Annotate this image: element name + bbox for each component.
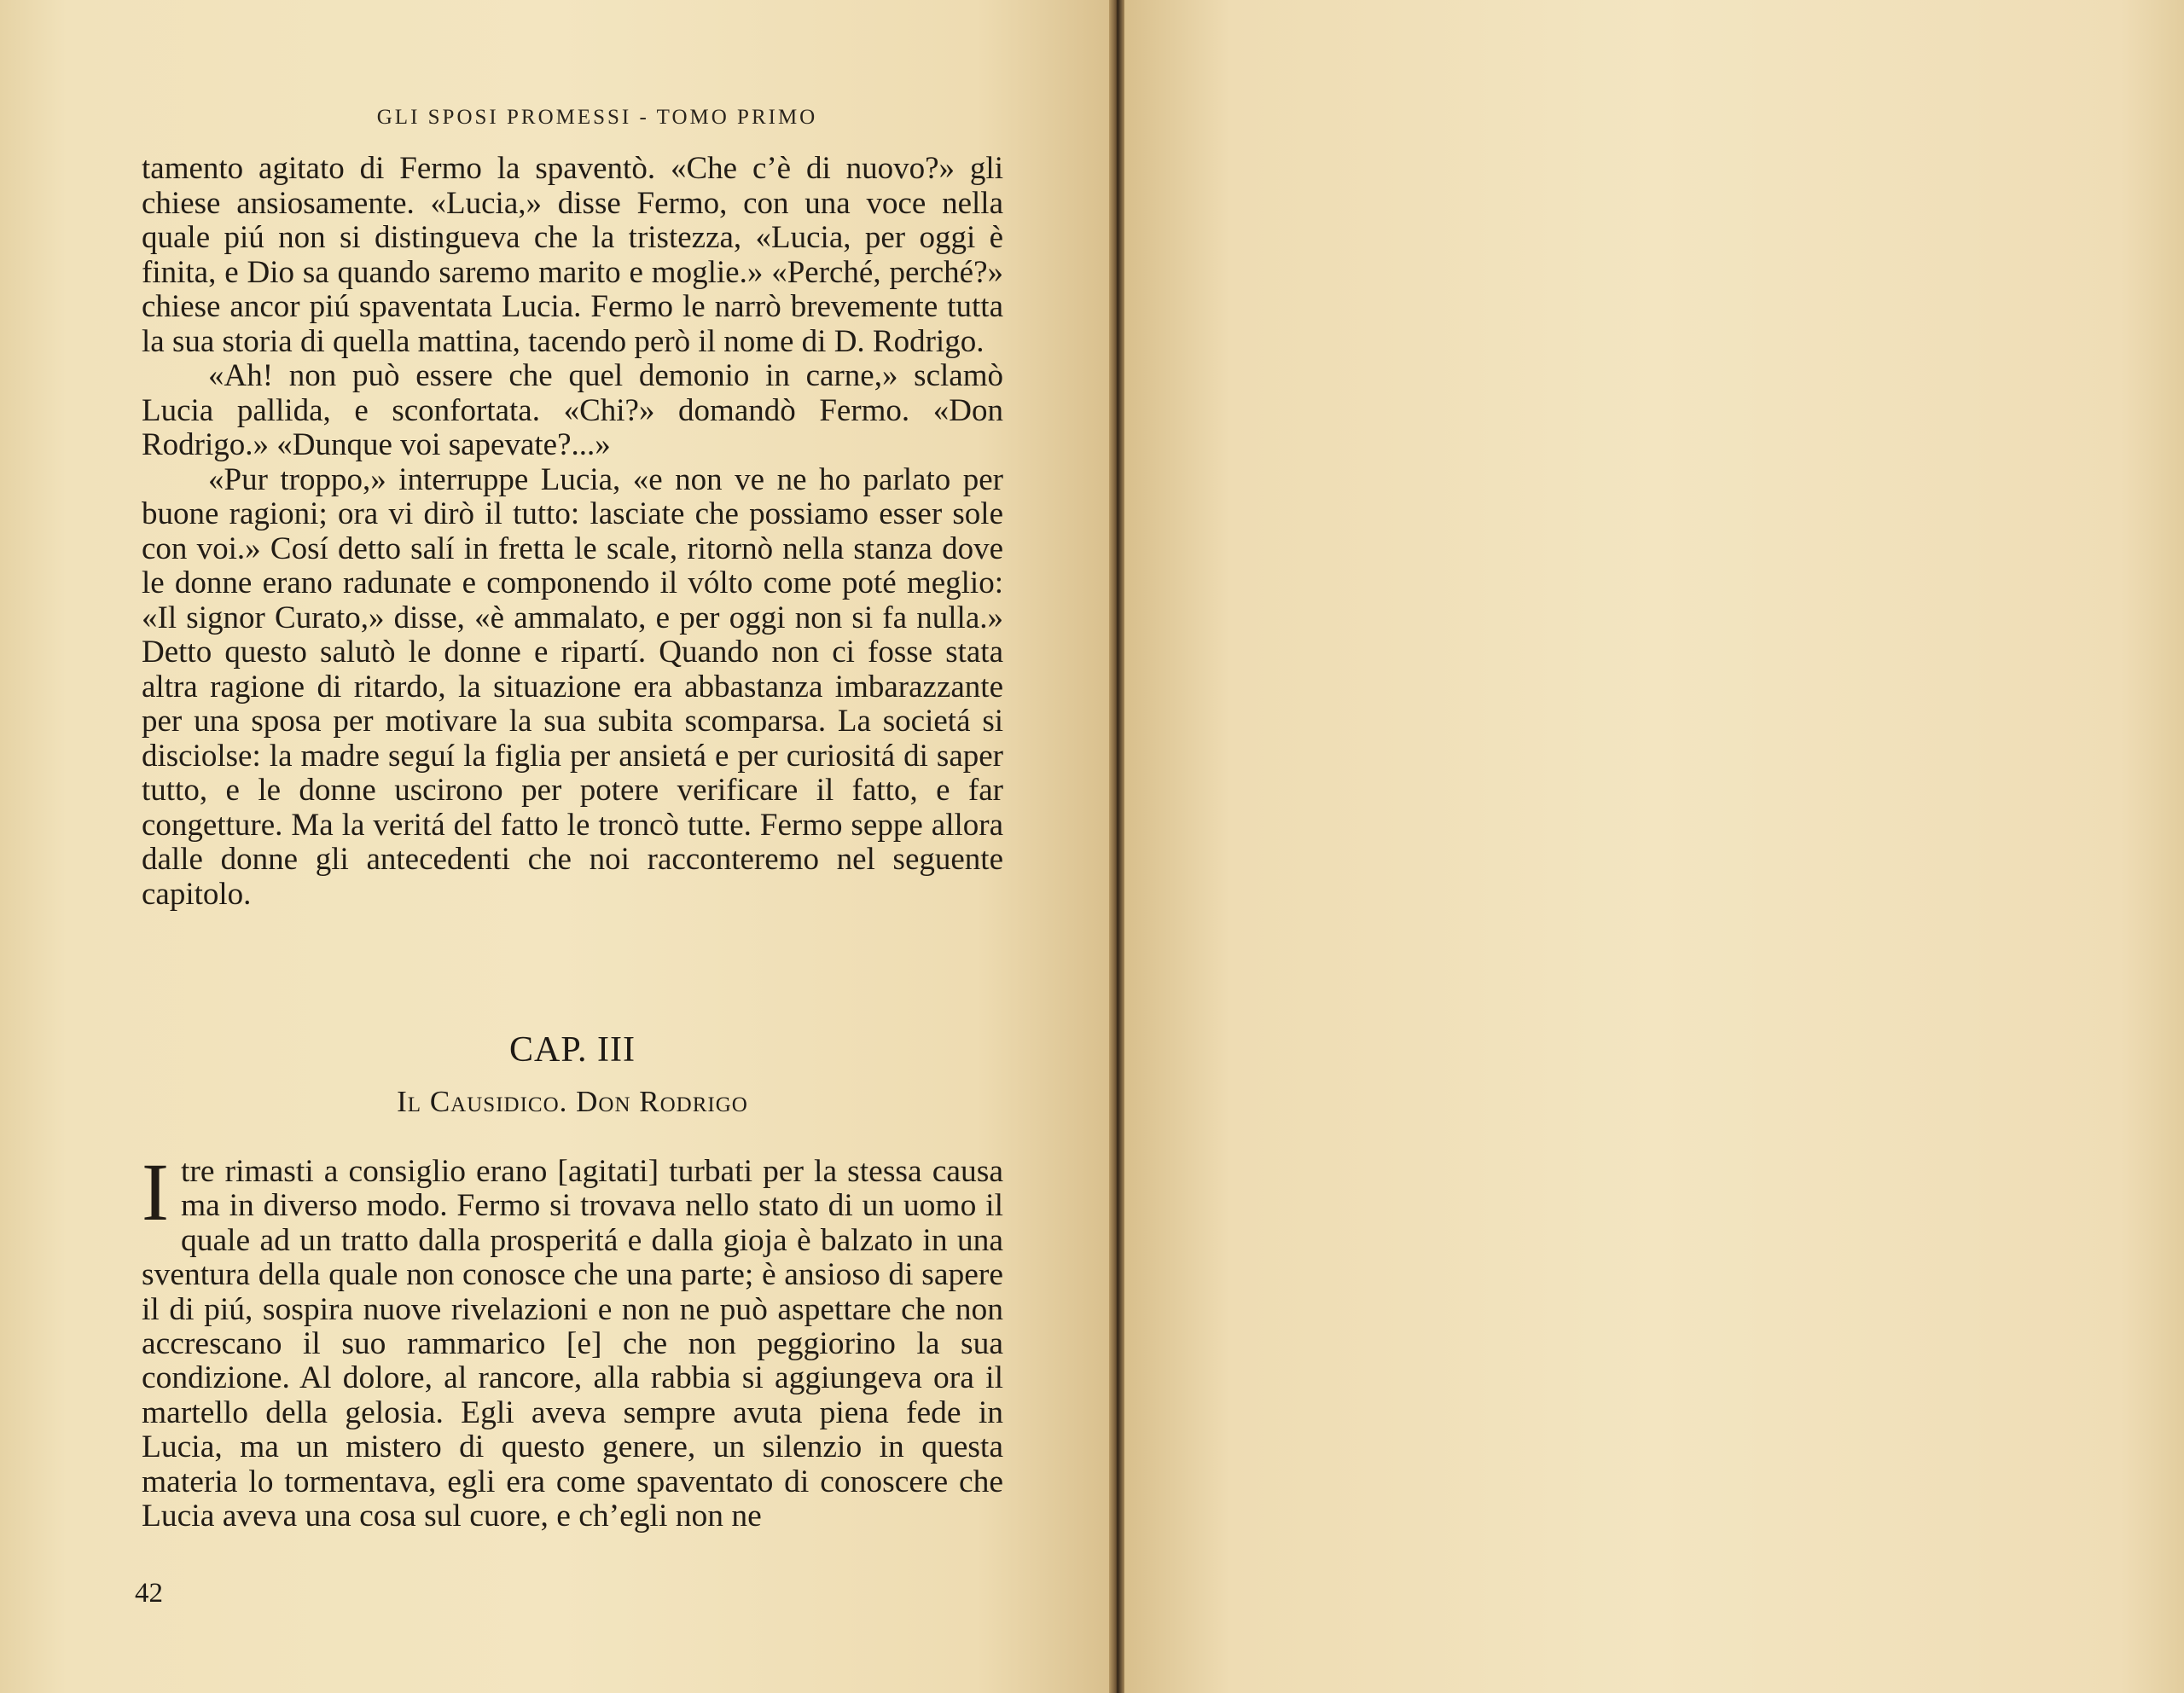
running-head: GLI SPOSI PROMESSI - TOMO PRIMO <box>376 106 818 129</box>
body-text <box>142 152 1003 912</box>
paragraph: «Pur troppo,» interruppe Lucia, «e non ve ne ho parlato per buone ragioni; ora vi dirò il tutto: lasciate che possiamo esser sole con voi.» Cosí detto salí in fretta le scale, ritornò nella stanza dove le donne erano radunate e componendo il vólto come poté meglio: «Il signor Curato,» disse, «è ammalato, e per oggi non si fa nulla.» Detto questo salutò le donne e ripartí. Quando non ci fosse stata altra ragione di ritardo, la situazione era abbastanza imbarazzante per una sposa per motivare la sua subita scomparsa. La societá si disciolse: la madre seguí la figlia per ansietá e per curiositá di saper tutto, e le donne uscirono per potere verificare il fatto, e far congetture. Ma la veritá del fatto le troncò tutte. Fermo seppe allora dalle donne gli antecedenti che noi racconteremo nel seguente capitolo. <box>142 461 1003 912</box>
chapter-body-text <box>142 1146 1003 1534</box>
chapter-subtitle: Il Causidico. Don Rodrigo <box>397 1085 748 1118</box>
page-number: 42 <box>135 1578 163 1609</box>
drop-cap: I <box>142 1146 169 1238</box>
right-page <box>1124 0 2184 1693</box>
paragraph: tamento agitato di Fermo la spaventò. «Che c’è di nuovo?» gli chiese ansiosamente. «Lucia,» disse Fermo, con una voce nella quale piú non si distingueva che la tristezza, «Lucia, per oggi è finita, e Dio sa quando saremo marito e moglie.» «Perché, perché?» chiese ancor piú spaventata Lucia. Fermo le narrò brevemente tutta la sua storia di quella mattina, tacendo però il nome di D. Rodrigo. <box>142 151 1003 359</box>
chapter-title: CAP. III <box>508 1030 636 1070</box>
paragraph: «Ah! non può essere che quel demonio in carne,» sclamò Lucia pallida, e sconfortata. «Chi?» domandò Fermo. «Don Rodrigo.» «Dunque voi sapevate?...» <box>142 358 1003 462</box>
book-gutter <box>1109 0 1124 1693</box>
chapter-paragraph: tre rimasti a consiglio erano [agitati] turbati per la stessa causa ma in diverso modo. Fermo si trovava nello stato di un uomo il quale ad un tratto dalla prosperitá e dalla gioja è balzato in una sventura della quale non conosce che una parte; è ansioso di sapere il di piú, sospira nuove rivelazioni e non ne può aspettare che non accrescano il suo rammarico [e] che non peggiorino la sua condizione. Al dolore, al rancore, alla rabbia si aggiungeva ora il martello della gelosia. Egli aveva sempre avuta piena fede in Lucia, ma un mistero di questo genere, un silenzio in questa materia lo tormentava, egli era come spaventato di conoscere che Lucia aveva una cosa sul cuore, e ch’egli non ne <box>142 1154 1003 1534</box>
